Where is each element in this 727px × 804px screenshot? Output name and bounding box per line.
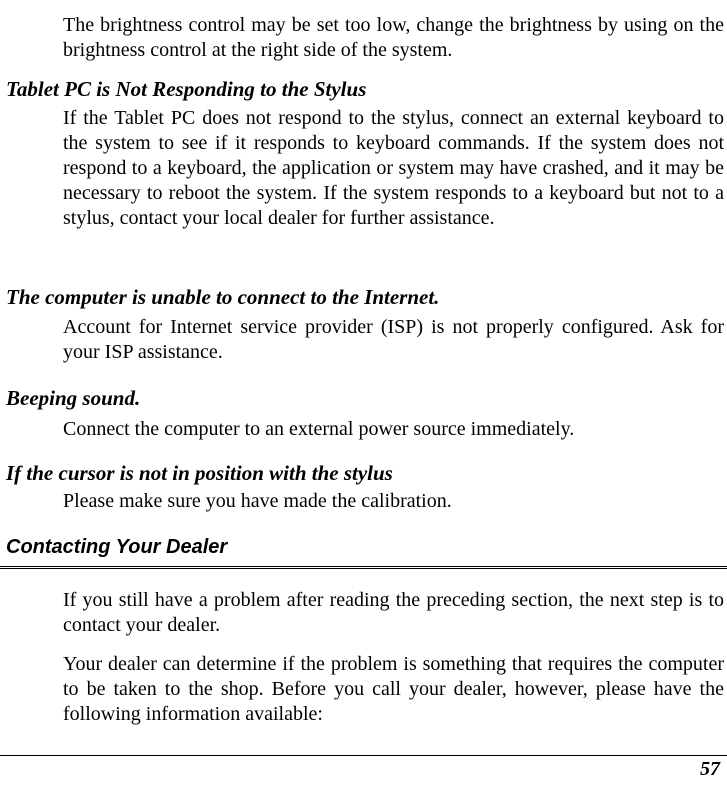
beeping-paragraph: Connect the computer to an external power source immediately. xyxy=(63,418,575,440)
dealer-paragraph-2: Your dealer can determine if the problem is something that requires the computer to be taken to the shop. Before you call your dealer, however, please have the following information available: xyxy=(63,653,724,725)
footer-divider xyxy=(0,755,727,756)
brightness-paragraph: The brightness control may be set too low, change the brightness by using on the brightness control at the right side of the system. xyxy=(63,14,724,61)
dealer-paragraph-1: If you still have a problem after reading the preceding section, the next step is to contact your dealer. xyxy=(63,589,724,636)
internet-heading: The computer is unable to connect to the Internet. xyxy=(6,285,440,309)
cursor-paragraph: Please make sure you have made the calibration. xyxy=(63,490,452,512)
stylus-heading: Tablet PC is Not Responding to the Stylus xyxy=(6,77,367,101)
cursor-heading: If the cursor is not in position with the stylus xyxy=(6,461,393,485)
internet-paragraph: Account for Internet service provider (ISP) is not properly configured. Ask for your ISP assistance. xyxy=(63,316,724,363)
stylus-paragraph: If the Tablet PC does not respond to the stylus, connect an external keyboard to the system to see if it responds to keyboard commands. If the system does not respond to a keyboard, the application or system may have crashed, and it may be necessary to reboot the system. If the system responds to a keyboard but not to a stylus, contact your local dealer for further assistance. xyxy=(63,107,724,229)
contacting-dealer-title: Contacting Your Dealer xyxy=(6,536,228,558)
page-number: 57 xyxy=(700,758,720,780)
section-divider xyxy=(0,566,727,569)
beeping-heading: Beeping sound. xyxy=(6,386,141,410)
